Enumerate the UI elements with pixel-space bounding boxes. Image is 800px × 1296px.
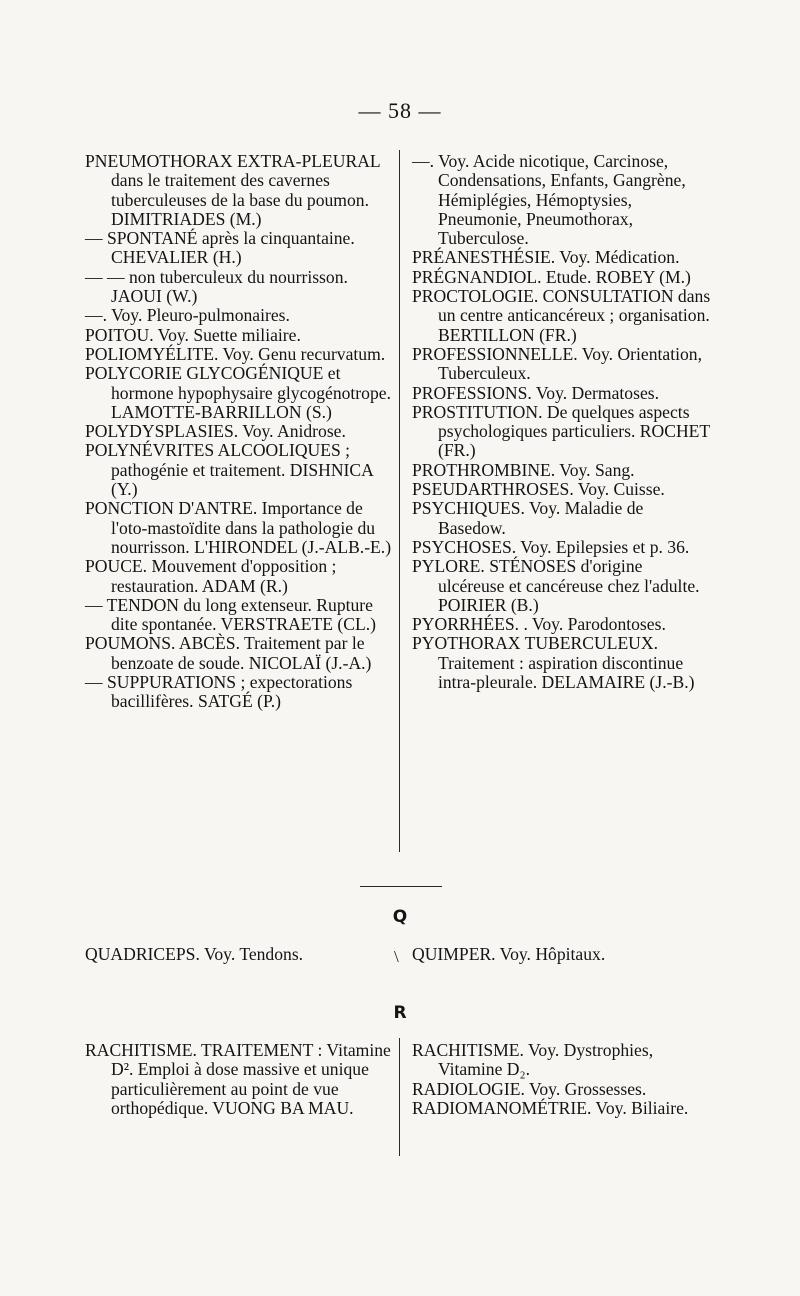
index-entry: PSYCHIQUES. Voy. Maladie de Basedow.: [412, 498, 644, 538]
right-column: [412, 152, 712, 692]
index-entry: POUCE. Mouvement d'opposition ; restauration. ADAM (R.): [85, 556, 337, 596]
index-entry: RADIOMANOMÉTRIE. Voy. Biliaire.: [412, 1097, 689, 1118]
index-entry: PROFESSIONNELLE. Voy. Orientation, Tuberculeux.: [412, 343, 702, 384]
index-entry: PYLORE. STÉNOSES d'origine ulcéreuse et cancéreuse chez l'adulte. POIRIER (B.): [412, 556, 700, 615]
index-entry: POITOU. Voy. Suette miliaire.: [85, 324, 301, 345]
column-divider-top: [399, 150, 400, 852]
index-entry: PONCTION D'ANTRE. Importance de l'oto-mastoïdite dans la pathologie du nourrisson. L'HIRONDEL (J.-ALB.-E.): [85, 498, 392, 557]
entry-quadriceps: QUADRICEPS. Voy. Tendons.: [85, 944, 304, 964]
index-entry: PRÉANESTHÉSIE. Voy. Médication.: [412, 247, 680, 268]
left-column: [85, 152, 392, 712]
section-divider-q: [360, 886, 442, 887]
entry-quimper: QUIMPER. Voy. Hôpitaux.: [412, 944, 606, 964]
index-entry: RACHITISME. TRAITEMENT : Vitamine D². Emploi à dose massive et unique particulièrement au point de vue orthopédique. VUONG BA MAU.: [85, 1040, 391, 1118]
index-entry: POLYNÉVRITES ALCOOLIQUES ; pathogénie et traitement. DISHNICA (Y.): [85, 440, 373, 500]
index-entry: PROTHROMBINE. Voy. Sang.: [412, 459, 635, 480]
index-entry: PSEUDARTHROSES. Voy. Cuisse.: [412, 479, 665, 500]
index-entry: POLIOMYÉLITE. Voy. Genu recurvatum.: [85, 343, 386, 364]
section-letter-r: R: [393, 1003, 407, 1023]
section-letter-q: Q: [392, 907, 408, 927]
page-number: — 58 —: [358, 98, 442, 123]
index-entry: RADIOLOGIE. Voy. Grossesses.: [412, 1078, 647, 1099]
index-entry: — SUPPURATIONS ; expectorations bacillifères. SATGÉ (P.): [85, 672, 353, 712]
index-entry: PROCTOLOGIE. CONSULTATION dans un centre anticancéreux ; organisation. BERTILLON (FR.): [412, 286, 711, 345]
index-entry: PSYCHOSES. Voy. Epilepsies et p. 36.: [412, 536, 690, 557]
index-entry: —. Voy. Acide nicotique, Carcinose, Condensations, Enfants, Gangrène, Hémiplégies, Hémoptysies, Pneumonie, Pneumothorax, Tuberculose.: [412, 151, 686, 249]
index-entry: —. Voy. Pleuro-pulmonaires.: [85, 305, 290, 326]
column-divider-bottom: [399, 1038, 400, 1156]
index-entry: RACHITISME. Voy. Dystrophies, Vitamine D₂.: [412, 1040, 654, 1080]
entry-separator: \: [394, 947, 399, 966]
index-entry: PRÉGNANDIOL. Etude. ROBEY (M.): [412, 266, 691, 287]
index-entry: POLYCORIE GLYCOGÉNIQUE et hormone hypophysaire glycogénotrope. LAMOTTE-BARRILLON (S.): [85, 363, 391, 422]
index-entry: PYOTHORAX TUBERCULEUX. Traitement : aspiration discontinue intra-pleurale. DELAMAIRE (J.-B.): [412, 633, 695, 693]
index-entry: — TENDON du long extenseur. Rupture dite spontanée. VERSTRAETE (CL.): [85, 594, 377, 635]
index-entry: POUMONS. ABCÈS. Traitement par le benzoate de soude. NICOLAÏ (J.-A.): [85, 633, 372, 673]
index-entry: PROSTITUTION. De quelques aspects psychologiques particuliers. ROCHET (FR.): [412, 401, 710, 461]
left-column-r: [85, 1041, 392, 1118]
index-entry: PNEUMOTHORAX EXTRA-PLEURAL dans le traitement des cavernes tuberculeuses de la base du poumon. DIMITRIADES (M.): [85, 151, 381, 229]
right-column-r: [412, 1041, 712, 1118]
index-entry: — SPONTANÉ après la cinquantaine. CHEVALIER (H.): [85, 228, 355, 268]
index-entry: — — non tuberculeux du nourrisson. JAOUI (W.): [85, 266, 348, 307]
index-entry: POLYDYSPLASIES. Voy. Anidrose.: [85, 421, 346, 442]
index-entry: PYORRHÉES. . Voy. Parodontoses.: [412, 614, 666, 635]
index-entry: PROFESSIONS. Voy. Dermatoses.: [412, 382, 659, 403]
